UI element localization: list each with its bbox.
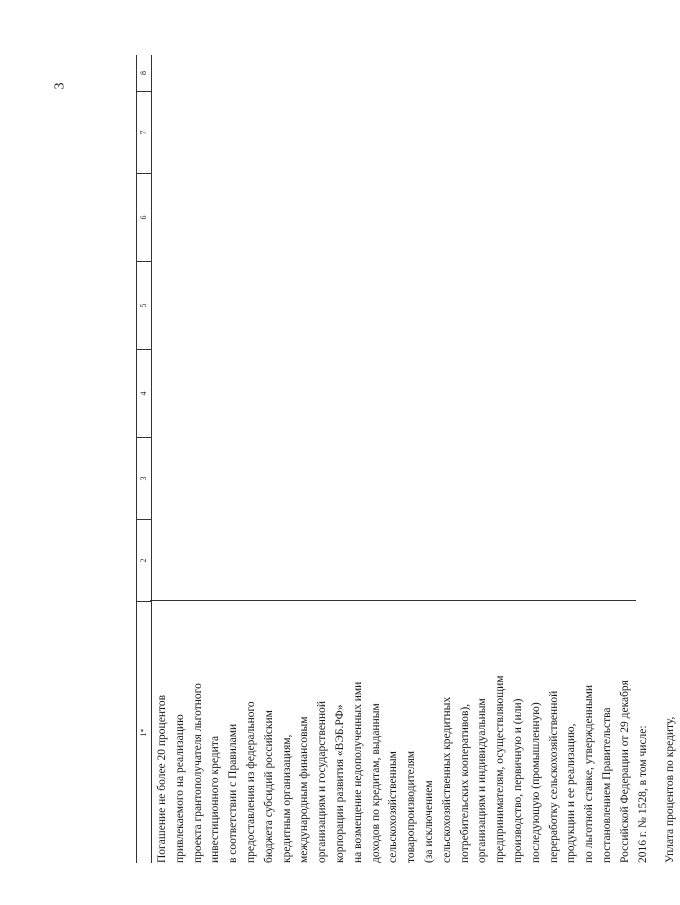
text-line: предоставления из федерального: [244, 701, 257, 863]
text-line: предпринимателям, осуществляющим: [494, 675, 507, 863]
text-line: организациям и государственной: [316, 700, 329, 863]
text-line: Российской Федерации от 29 декабря: [618, 680, 631, 863]
text-line: бюджета субсидий российским: [262, 710, 275, 863]
header-cell-3: 3: [137, 437, 151, 519]
text-line: кредитным организациям,: [280, 734, 293, 863]
text-line: на возмещение недополученных ими: [351, 681, 364, 863]
text-line: организациям и индивидуальным: [476, 698, 489, 863]
text-line: товаропроизводителям: [405, 750, 418, 863]
text-line: в соответствии с Правилами: [227, 723, 240, 863]
row-description: [154, 601, 680, 863]
text-line: инвестиционного кредита: [209, 735, 222, 863]
text-line: привлекаемого на реализацию: [173, 714, 186, 863]
page-number: 3: [52, 82, 68, 90]
text-line: продукции и ее реализацию,: [565, 723, 578, 863]
text-line: корпорации развития «ВЭБ.РФ»: [333, 704, 346, 863]
header-cell-5: 5: [137, 261, 151, 349]
header-cell-4: 4: [137, 349, 151, 437]
text-line: сельскохозяйственных кредитных: [440, 696, 453, 863]
header-cell-7: 7: [137, 91, 151, 173]
table-header-row: [136, 55, 152, 863]
text-line: потребительских кооперативов),: [458, 703, 471, 863]
text-line: Погашение не более 20 процентов: [156, 694, 168, 863]
text-line: проекта грантополучателя льготного: [191, 683, 204, 863]
rotated-table: [136, 55, 677, 863]
header-cell-1: 1*: [137, 601, 151, 863]
header-cell-2: 2: [137, 519, 151, 601]
text-line: переработку сельскохозяйственной: [547, 690, 560, 863]
text-line-next: Уплата процентов по кредиту,: [664, 716, 677, 863]
header-cell-6: 6: [137, 173, 151, 261]
text-line: постановлением Правительства: [600, 707, 613, 863]
header-cell-8: 8: [139, 71, 148, 75]
text-line: производство, первичную и (или): [511, 698, 524, 863]
text-line: последующую (промышленную): [529, 702, 542, 863]
text-line: (за исключением: [422, 780, 435, 863]
text-line: доходов по кредитам, выданным: [369, 703, 382, 863]
text-line: международным финансовым: [298, 716, 311, 863]
text-line: сельскохозяйственным: [387, 751, 400, 863]
text-line: 2016 г. № 1528, в том числе:: [636, 725, 649, 863]
text-line: по льготной ставке, утвержденными: [583, 684, 596, 863]
